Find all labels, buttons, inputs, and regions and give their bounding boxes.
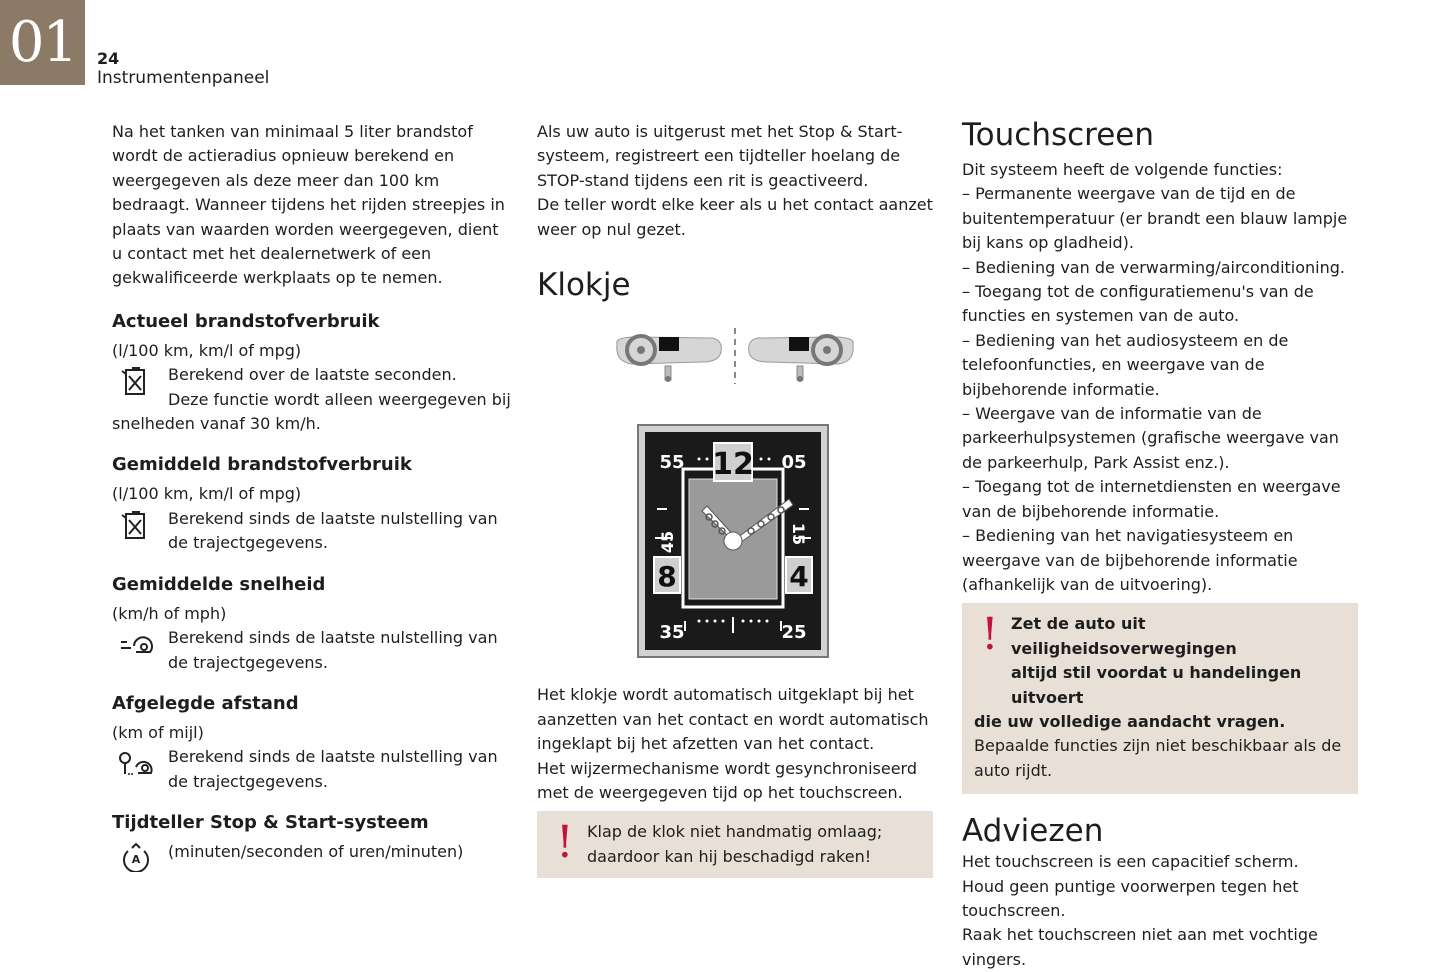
clock-minute-45: 45 [658,531,677,554]
list-item: – Toegang tot de configuratiemenu's van de functies en systemen van de auto. [962,282,1314,326]
clock-minute-25: 25 [781,622,807,644]
warning-bold-text: die uw volledige aandacht vragen. [974,711,1286,731]
clock-number-12: 12 [712,447,754,483]
unit-text: (l/100 km, km/l of mpg) [112,340,302,360]
info-row [112,363,512,412]
list-item: – Bediening van het navigatiesysteem en weergave van de bijbehorende informatie (afhankelijk van de uitvoering). [962,526,1298,594]
list-item: – Permanente weergave van de tijd en de buitentemperatuur (er brandt een blauw lampje bij kans op gladheid). [962,184,1348,253]
svg-text:A: A [131,853,141,867]
clock-description: Het klokje wordt automatisch uitgeklapt bij het aanzetten van het contact en wordt automatisch ingeklapt bij het afzetten van het contact. [537,685,929,754]
fuel-pump-icon [118,511,154,541]
clock-minute-15: 15 [789,523,808,546]
info-line: Berekend over de laatste seconden. [168,365,457,385]
clock-minute-35: 35 [659,622,685,644]
warning-note [537,811,933,878]
advice-text: Raak het touchscreen niet aan met vochtige vingers. [962,925,1318,969]
unit-text: (l/100 km, km/l of mpg) [112,484,302,504]
info-row [112,507,512,556]
heading-average-consumption: Gemiddeld brandstofverbruik [112,454,412,476]
info-row [112,745,512,794]
warning-bold-text: Zet de auto uit veiligheidsoverwegingen [1011,614,1237,658]
list-item: – Bediening van het audiosysteem en de telefoonfuncties, en weergave van de bijbehorende informatie. [962,330,1289,399]
warning-exclamation-icon: ! [556,817,574,869]
info-line: de trajectgegevens. [168,771,328,791]
heading-klokje: Klokje [537,267,631,304]
dashboard-location-figure [537,324,933,386]
warning-bold-text: altijd stil voordat u handelingen uitvoert [1011,663,1302,707]
unit-text: (km/h of mph) [112,603,227,623]
info-line: Berekend sinds de laatste nulstelling van [168,747,498,767]
clock-minute-05: 05 [781,452,807,474]
clock-number-8: 8 [657,560,677,594]
column-right [962,117,1358,972]
intro-paragraph: De teller wordt elke keer als u het contact aanzet weer op nul gezet. [537,195,933,239]
warning-text: Klap de klok niet handmatig omlaag; daardoor kan hij beschadigd raken! [587,822,883,866]
intro-paragraph: Dit systeem heeft de volgende functies: [962,160,1283,179]
distance-icon [118,749,154,779]
clock-minute-55: 55 [659,452,685,474]
clock-number-4: 4 [789,560,809,594]
heading-average-speed: Gemiddelde snelheid [112,573,326,595]
info-line: Berekend sinds de laatste nulstelling van [168,628,498,648]
clock-figure [537,421,933,659]
info-row [112,626,512,675]
unit-text: (km of mijl) [112,722,204,742]
fuel-pump-icon [118,367,154,397]
intro-paragraph: Na het tanken van minimaal 5 liter brandstof wordt de actieradius opnieuw berekend en weergegeven als deze meer dan 100 km bedraagt. Wanneer tijdens het rijden streepjes in plaats van waarden worden weergegeven, dient u contact met het dealernetwerk of een gekwalificeerde werkplaats op te nemen. [112,122,505,288]
list-item: – Toegang tot de internetdiensten en weergave van de bijbehorende informatie. [962,477,1341,521]
column-middle [537,120,933,878]
info-line: Berekend sinds de laatste nulstelling van [168,508,498,528]
stop-start-icon [118,842,154,872]
info-line: de trajectgegevens. [168,652,328,672]
advice-text: Het touchscreen is een capacitief scherm. [962,852,1299,872]
heading-distance: Afgelegde afstand [112,692,299,714]
heading-touchscreen: Touchscreen [962,117,1155,153]
list-item: – Bediening van de verwarming/airconditioning. [962,257,1345,277]
warning-exclamation-icon: ! [981,609,999,661]
info-line: snelheden vanaf 30 km/h. [112,414,321,434]
chapter-number: 01 [0,0,85,85]
intro-paragraph: Als uw auto is uitgerust met het Stop & Start-systeem, registreert een tijdteller hoelang de STOP-stand tijdens een rit is geactiveerd. [537,122,903,190]
speed-icon [118,630,154,660]
clock-description: Het wijzermechanisme wordt gesynchroniseerd met de weergegeven tijd op het touchscreen. [537,758,918,803]
heading-stop-start: Tijdteller Stop & Start-systeem [112,812,429,834]
info-line: (minuten/seconden of uren/minuten) [168,842,464,862]
heading-adviezen: Adviezen [962,813,1104,850]
list-item: – Weergave van de informatie van de parkeerhulpsystemen (grafische weergave van de parkeerhulp, Park Assist enz.). [962,404,1339,472]
advice-text: Houd geen puntige voorwerpen tegen het touchscreen. [962,876,1299,920]
warning-text: Bepaalde functies zijn niet beschikbaar als de auto rijdt. [974,736,1342,780]
column-left [112,120,512,865]
info-row [112,840,512,867]
heading-current-consumption: Actueel brandstofverbruik [112,310,380,332]
warning-note [962,603,1358,794]
info-line: Deze functie wordt alleen weergegeven bij [168,389,511,409]
info-line: de trajectgegevens. [168,533,328,553]
page-number: 24 [97,49,120,68]
section-title: Instrumentenpaneel [97,68,270,88]
